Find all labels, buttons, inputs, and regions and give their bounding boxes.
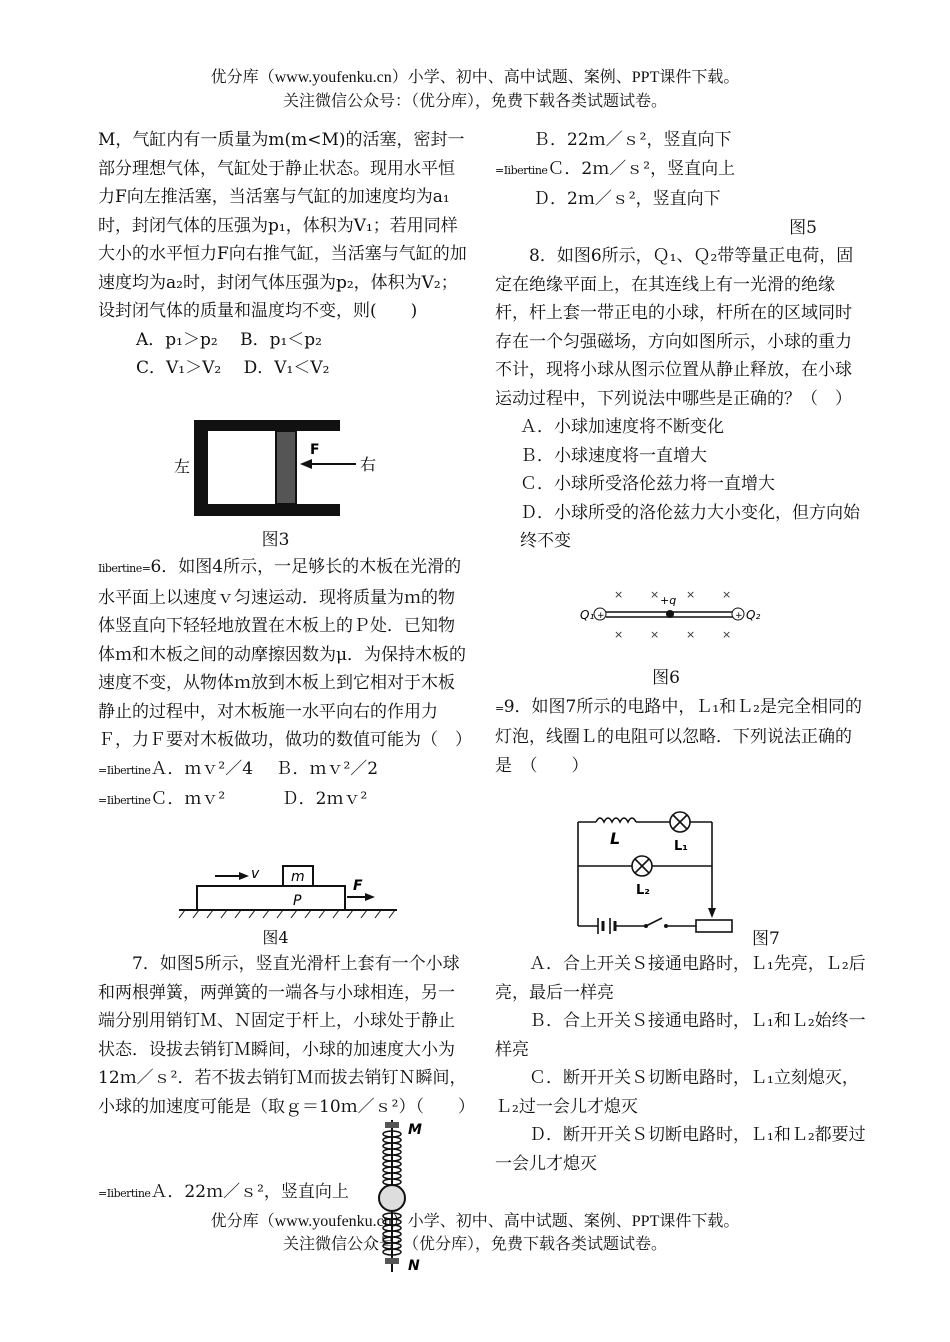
q5-options-cd: C．V₁＞V₂ D．V₁＜V₂	[136, 358, 330, 378]
q6-mark-3: =Iibertine	[98, 794, 151, 807]
fig7-caption: 图7	[752, 929, 780, 949]
q9-mark: =	[495, 701, 504, 715]
fig4-F-label: F	[353, 878, 363, 894]
svg-text:×: ×	[614, 628, 624, 641]
fig7-L2-label: L₂	[636, 883, 650, 898]
right-column-q7	[495, 126, 867, 556]
q5-options-ab: A．p₁＞p₂ B．p₁＜p₂	[136, 329, 322, 350]
svg-text:×: ×	[686, 628, 696, 641]
q7-mark: =Iibertine	[98, 1187, 151, 1200]
footer-line-1: 优分库（www.youfenku.cn）小学、初中、高中试题、案例、PPT课件下载。	[210, 1213, 740, 1230]
footer-line-2: 关注微信公众号：（优分库），免费下载各类试题试卷。	[282, 1236, 667, 1253]
fig5-M-label: M	[408, 1122, 422, 1138]
figure-4-board	[175, 862, 400, 924]
fig6-q-label: +q	[660, 594, 677, 607]
fig4-caption: 图4	[262, 928, 289, 947]
q8-option-d: Ｄ．小球所受的洛伦兹力大小变化，但方向始终不变	[520, 502, 860, 551]
left-column-q7	[98, 950, 475, 1121]
q9-option-b: Ｂ．合上开关Ｓ接通电路时，Ｌ₁和Ｌ₂始终一样亮	[495, 1011, 866, 1060]
svg-text:×: ×	[722, 628, 732, 641]
fig6-Q2-label: Q₂	[746, 608, 761, 622]
fig3-left-label: 左	[174, 457, 191, 476]
q8-text: 8．如图6所示，Ｑ₁、Ｑ₂带等量正电荷，固定在绝缘平面上，在其连线上有一光滑的绝缘杆，杆上套一带正电的小球，杆所在的区域同时存在一个匀强磁场，方向如图所示，小球的重力不计，现将小球从图示位置从静止释放，在小球运动过程中，下列说法中哪些是正确的？（ ）	[495, 246, 854, 409]
right-column-q9	[495, 664, 867, 780]
q7-text: 7．如图5所示，竖直光滑杆上套有一个小球和两根弹簧，两弹簧的一端各与小球相连，另一端分别用销钉Ｍ、Ｎ固定于杆上，小球处于静止状态．设拔去销钉Ｍ瞬间，小球的加速度大小为12ｍ／ｓ²．若不拔去销钉Ｍ而拔去销钉Ｎ瞬间，小球的加速度可能是（取ｇ＝10ｍ／ｓ²）（ ）	[98, 954, 475, 1117]
q9-option-a: Ａ．合上开关Ｓ接通电路时，Ｌ₁先亮，Ｌ₂后亮，最后一样亮	[495, 954, 866, 1003]
svg-text:×: ×	[614, 588, 624, 601]
q8-option-b: Ｂ．小球速度将一直增大	[520, 445, 707, 466]
q9-option-c: Ｃ．断开开关Ｓ切断电路时，Ｌ₁立刻熄灭，Ｌ₂过一会儿才熄灭	[495, 1068, 859, 1117]
fig5-N-label: N	[408, 1258, 420, 1274]
q7-option-a-row	[98, 1178, 358, 1209]
q7-option-b: Ｂ．22ｍ／ｓ²，竖直向下	[533, 130, 732, 150]
q6-mark-2: =Iibertine	[98, 763, 151, 777]
q6-options-cd: Ｃ．ｍｖ² Ｄ．2ｍｖ²	[150, 789, 368, 809]
fig3-caption: 图3	[261, 530, 290, 550]
figure-7-circuit	[570, 808, 750, 936]
svg-text:×: ×	[686, 588, 696, 601]
svg-text:×: ×	[650, 588, 660, 601]
svg-text:+: +	[735, 611, 743, 621]
header-line-2: 关注微信公众号：（优分库），免费下载各类试题试卷。	[282, 93, 667, 110]
header-line-1: 优分库（www.youfenku.cn）小学、初中、高中试题、案例、PPT课件下载。	[210, 69, 740, 86]
q6-text: 6．如图4所示，一足够长的木板在光滑的水平面上以速度ｖ匀速运动．现将质量为ｍ的物体竖直向下轻轻地放置在木板上的Ｐ处．已知物体ｍ和木板之间的动摩擦因数为μ．为保持木板的速度不变，从物体ｍ放到木板上到它相对于木板静止的过程中，对木板施一水平向右的作用力Ｆ，力Ｆ要对木板做功，做功的数值可能为（ ）	[98, 557, 472, 750]
left-column-q6	[98, 553, 470, 816]
fig6-Q1-label: Q₁	[580, 608, 595, 622]
left-column	[98, 126, 470, 383]
q5-text: M，气缸内有一质量为m(m<M)的活塞，密封一部分理想气体，气缸处于静止状态。现用水平恒力F向左推活塞，当活塞与气缸的加速度均为a₁时，封闭气体的压强为p₁，体积为V₁；若用同样大小的水平恒力F向右推气缸，当活塞与气缸的加速度均为a₂时，封闭气体压强为p₂，体积为V₂；设封闭气体的质量和温度均不变，则( )	[98, 130, 467, 321]
q8-option-c: Ｃ．小球所受洛伦兹力将一直增大	[520, 474, 775, 494]
right-column-q9-options	[495, 950, 867, 1178]
q9-option-d: Ｄ．断开开关Ｓ切断电路时，Ｌ₁和Ｌ₂都要过一会儿才熄灭	[495, 1125, 866, 1174]
figure-6-charges	[578, 586, 768, 642]
fig6-caption: 图6	[652, 668, 680, 688]
fig4-v-label: v	[251, 866, 260, 882]
figure-3-cylinder	[170, 420, 390, 520]
q7-option-a: Ａ．22ｍ／ｓ²，竖直向上	[150, 1182, 349, 1202]
svg-text:+: +	[597, 611, 605, 621]
fig3-right-label: 右	[360, 455, 377, 474]
fig4-P-label: P	[293, 893, 302, 909]
q7c-mark: =Iibertine	[495, 163, 548, 177]
q6-mark: Iibertine=	[98, 562, 151, 575]
fig7-L-label: L	[610, 829, 621, 848]
q9-text: 9．如图7所示的电路中，Ｌ₁和Ｌ₂是完全相同的灯泡，线圈Ｌ的电阻可以忽略．下列说法正确的是 （ ）	[495, 696, 862, 776]
q8-option-a: Ａ．小球加速度将不断变化	[520, 417, 724, 437]
q7-option-d: Ｄ．2ｍ／ｓ²，竖直向下	[533, 189, 721, 209]
q7-option-c: Ｃ．2ｍ／ｓ²，竖直向上	[547, 158, 736, 179]
svg-text:×: ×	[650, 628, 660, 641]
fig5-caption: 图5	[789, 217, 817, 238]
svg-text:×: ×	[722, 588, 732, 601]
q6-options-ab: Ａ．ｍｖ²／4 Ｂ．ｍｖ²／2	[150, 758, 379, 779]
fig7-L1-label: L₁	[674, 839, 688, 854]
fig4-m-label: m	[291, 869, 305, 885]
fig3-force-label: F	[310, 442, 320, 458]
